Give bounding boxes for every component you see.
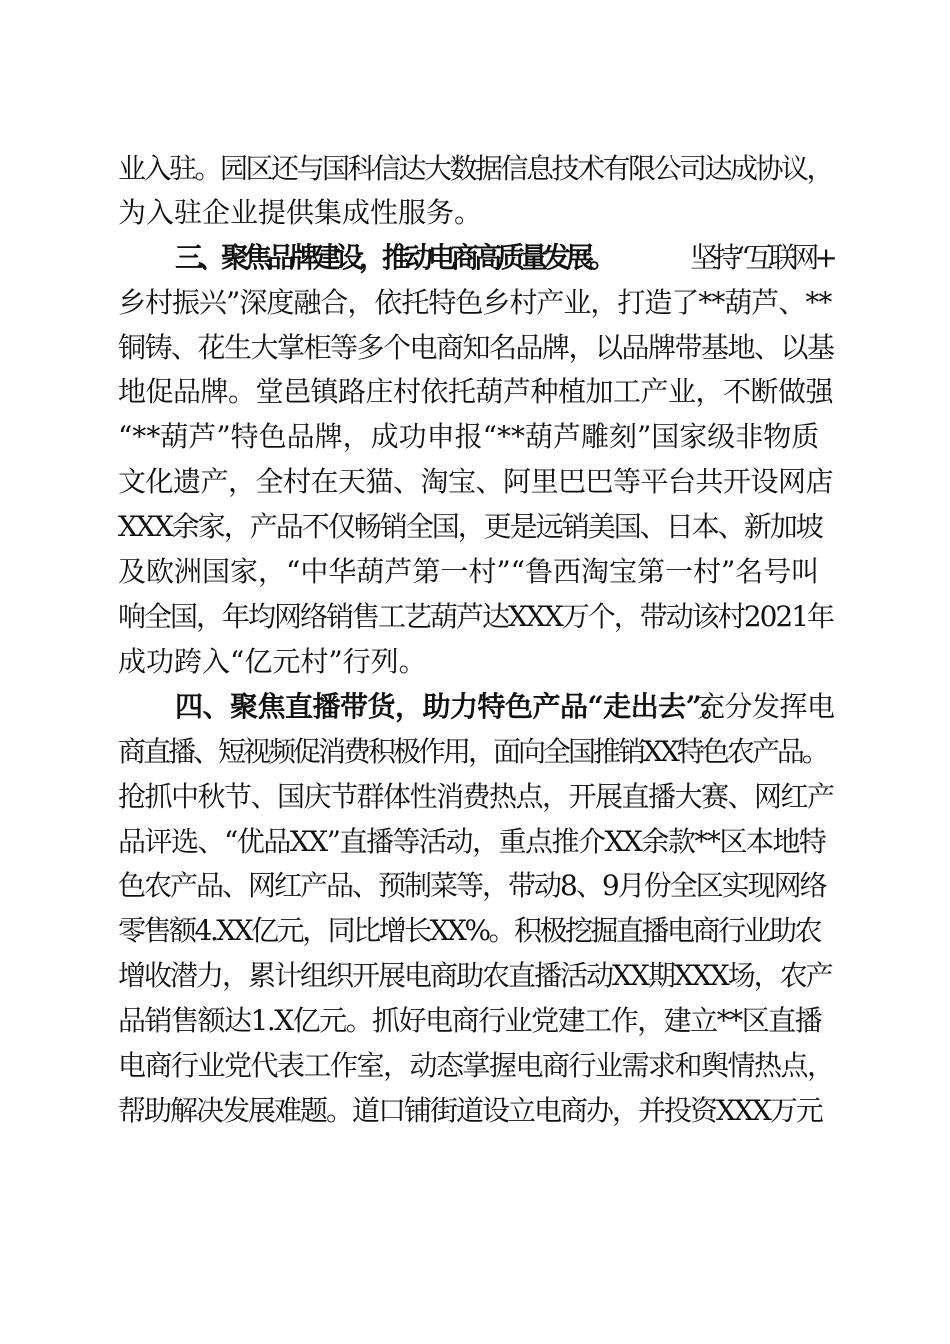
paragraph-3-line-5 (0, 864, 950, 908)
text-line: 业入驻。园区还与国科信达大数据信息技术有限公司达成协议， (118, 152, 833, 185)
text-line: “**葫芦”特色品牌，成功申报“**葫芦雕刻”国家级非物质 (118, 420, 820, 453)
paragraph-1-line-2 (0, 191, 950, 235)
paragraph-3-line-8 (0, 999, 950, 1043)
paragraph-2-line-7 (0, 505, 950, 549)
paragraph-3-line-4 (0, 820, 950, 864)
paragraph-3-line-1 (0, 685, 950, 729)
text-line: 文化遗产，全村在天猫、淘宝、阿里巴巴等平台共开设网店 (118, 465, 834, 498)
paragraph-2-line-2 (0, 281, 950, 325)
paragraph-2-line-6 (0, 460, 950, 504)
text-line: 零售额4.XX亿元，同比增长XX%。积极挖掘直播电商行业助农 (118, 914, 821, 947)
text-line: 及欧洲国家，“中华葫芦第一村”“鲁西淘宝第一村”名号叫 (118, 555, 820, 588)
paragraph-3-line-10 (0, 1089, 950, 1133)
text-line: 充分发挥电 (697, 690, 835, 723)
text-line: 电商行业党代表工作室，动态掌握电商行业需求和舆情热点， (118, 1049, 834, 1082)
text-line: 抢抓中秋节、国庆节群体性消费热点，开展直播大赛、网红产 (118, 780, 834, 813)
text-line: 地促品牌。堂邑镇路庄村依托葫芦种植加工产业，不断做强 (118, 375, 834, 408)
text-line: 响全国，年均网络销售工艺葫芦达XXX万个，带动该村2021年 (118, 600, 834, 633)
text-line: 色农产品、网红产品、预制菜等，带动8、9月份全区实现网络 (118, 869, 826, 902)
text-line: 商直播、短视频促消费积极作用，面向全国推销XX特色农产品。 (118, 735, 827, 768)
text-line: 帮助解决发展难题。道口铺街道设立电商办，并投资XXX万元 (118, 1094, 822, 1127)
paragraph-2-line-3 (0, 326, 950, 370)
paragraph-2-line-9 (0, 595, 950, 639)
paragraph-2-line-5 (0, 415, 950, 459)
paragraph-3-line-3 (0, 775, 950, 819)
text-line: 铜铸、花生大掌柜等多个电商知名品牌，以品牌带基地、以基 (118, 331, 834, 364)
section-heading-3: 三、聚焦品牌建设，推动电商高质量发展。 (175, 241, 613, 274)
paragraph-3-line-6 (0, 909, 950, 953)
paragraph-2-line-4 (0, 370, 950, 414)
text-line: 品销售额达1.X亿元。抓好电商行业党建工作，建立**区直播 (118, 1004, 822, 1037)
text-line: 成功跨入“亿元村”行列。 (118, 645, 427, 678)
text-line: 品评选、“优品XX”直播等活动，重点推介XX余款**区本地特 (118, 825, 826, 858)
paragraph-2-line-8 (0, 550, 950, 594)
text-line: XXX余家，产品不仅畅销全国，更是远销美国、日本、新加坡 (118, 510, 822, 543)
paragraph-1-line-1 (0, 147, 950, 191)
text-line: 为入驻企业提供集成性服务。 (118, 196, 483, 229)
paragraph-3-line-9 (0, 1044, 950, 1088)
paragraph-2-line-10 (0, 640, 950, 684)
paragraph-2-line-1 (0, 236, 950, 280)
section-heading-4: 四、聚焦直播带货，助力特色产品“走出去”。 (175, 690, 729, 723)
paragraph-3-line-7 (0, 954, 950, 998)
text-line: 坚持“互联网+ (690, 241, 833, 274)
paragraph-3-line-2 (0, 730, 950, 774)
text-line: 增收潜力，累计组织开展电商助农直播活动XX期XXX场，农产 (118, 959, 832, 992)
text-line: 乡村振兴”深度融合，依托特色乡村产业，打造了**葫芦、** (118, 286, 832, 319)
